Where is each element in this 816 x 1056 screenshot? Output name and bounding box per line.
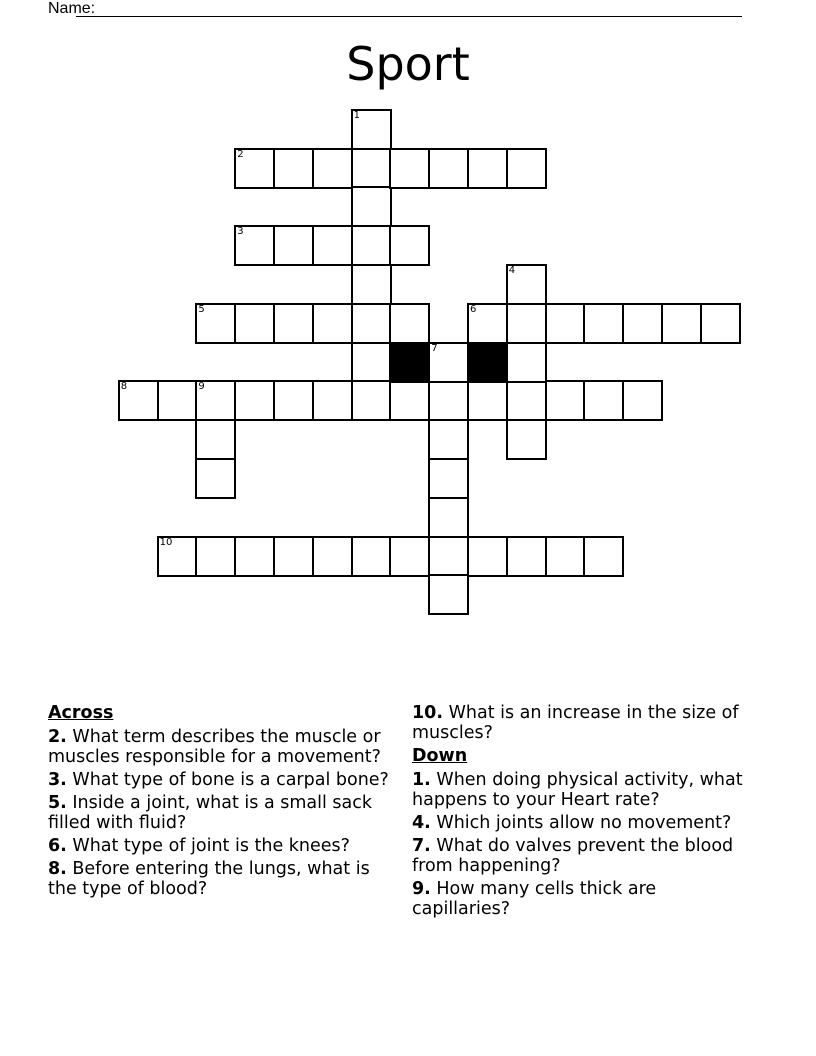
- clue-number-label: 9: [198, 381, 205, 393]
- grid-cell[interactable]: [467, 148, 508, 189]
- grid-cell[interactable]: [389, 380, 430, 421]
- grid-cell[interactable]: [506, 536, 547, 577]
- clue-item: [48, 836, 393, 856]
- grid-cell[interactable]: [506, 419, 547, 460]
- grid-cell[interactable]: [273, 536, 314, 577]
- grid-cell[interactable]: [583, 380, 624, 421]
- page-title: Sport: [346, 37, 470, 91]
- grid-cell[interactable]: [506, 303, 547, 344]
- grid-cell[interactable]: [351, 109, 392, 150]
- across-clue-list-continued: [412, 703, 757, 743]
- clue-item: [412, 879, 757, 919]
- grid-cell[interactable]: [234, 536, 275, 577]
- clue-number: 8.: [48, 859, 67, 879]
- clue-text: What term describes the muscle or muscles responsible for a movement?: [48, 727, 381, 767]
- clue-number-label: 6: [470, 303, 477, 315]
- grid-cell[interactable]: [351, 536, 392, 577]
- grid-cell[interactable]: [428, 419, 469, 460]
- grid-cell[interactable]: [506, 342, 547, 383]
- grid-cell[interactable]: [389, 303, 430, 344]
- grid-cell[interactable]: [428, 497, 469, 538]
- grid-cell[interactable]: [583, 303, 624, 344]
- clue-number: 4.: [412, 813, 431, 833]
- grid-cell[interactable]: [273, 225, 314, 266]
- down-clue-list: [412, 770, 757, 919]
- grid-cell[interactable]: [195, 536, 236, 577]
- clue-item: [48, 770, 393, 790]
- grid-cell[interactable]: [351, 380, 392, 421]
- clue-number: 6.: [48, 836, 67, 856]
- clue-number: 1.: [412, 770, 431, 790]
- across-clue-list: [48, 727, 393, 899]
- clue-number-label: 8: [120, 381, 128, 393]
- grid-cell[interactable]: [157, 380, 198, 421]
- grid-cell[interactable]: [351, 264, 392, 305]
- grid-cell[interactable]: [583, 536, 624, 577]
- grid-cell[interactable]: [428, 574, 469, 615]
- grid-cell[interactable]: [351, 342, 392, 383]
- grid-cell[interactable]: [195, 419, 236, 460]
- clue-number-label: 4: [508, 265, 516, 276]
- clue-number-label: 7: [431, 342, 438, 354]
- grid-cell[interactable]: [467, 380, 508, 421]
- grid-cell[interactable]: [312, 380, 353, 421]
- grid-cell[interactable]: [312, 148, 353, 189]
- clue-item: [48, 727, 393, 767]
- grid-cell[interactable]: [118, 380, 159, 421]
- clue-text: What type of bone is a carpal bone?: [66, 770, 389, 790]
- clue-item: [48, 793, 393, 833]
- grid-cell[interactable]: [545, 380, 586, 421]
- grid-cell[interactable]: [622, 380, 663, 421]
- clue-text: What is an increase in the size of muscles?: [412, 703, 739, 743]
- grid-cell[interactable]: [467, 303, 508, 344]
- clue-text: How many cells thick are capillaries?: [412, 879, 657, 919]
- clue-number-label: 5: [198, 303, 205, 315]
- clue-number: 3.: [48, 770, 67, 790]
- clue-number-label: 3: [237, 226, 244, 238]
- grid-cell[interactable]: [545, 536, 586, 577]
- clues-left-column: [48, 703, 393, 902]
- clues-right-column: [412, 703, 757, 922]
- grid-cell[interactable]: [506, 148, 547, 189]
- grid-cell[interactable]: [351, 186, 392, 227]
- grid-cell[interactable]: [389, 148, 430, 189]
- grid-cell[interactable]: [351, 148, 392, 189]
- name-label: Name:: [48, 0, 96, 17]
- clue-item: [412, 836, 757, 876]
- grid-cell[interactable]: [273, 303, 314, 344]
- grid-cell[interactable]: [622, 303, 663, 344]
- down-heading: Down: [412, 746, 468, 766]
- clue-item: [48, 859, 393, 899]
- grid-cell[interactable]: [389, 536, 430, 577]
- grid-cell[interactable]: [273, 380, 314, 421]
- grid-cell[interactable]: [351, 303, 392, 344]
- grid-cell[interactable]: [428, 458, 469, 499]
- grid-cell[interactable]: [389, 225, 430, 266]
- grid-cell[interactable]: [195, 458, 236, 499]
- grid-block-cell: [467, 342, 508, 383]
- grid-cell[interactable]: [312, 303, 353, 344]
- grid-cell[interactable]: [351, 225, 392, 266]
- clue-text: Inside a joint, what is a small sack filled with fluid?: [48, 793, 373, 833]
- grid-cell[interactable]: [506, 264, 547, 305]
- clue-number: 10.: [412, 703, 444, 723]
- grid-cell[interactable]: [312, 225, 353, 266]
- clue-number-label: 1: [353, 109, 360, 121]
- grid-cell[interactable]: [234, 303, 275, 344]
- grid-cell[interactable]: [195, 380, 236, 421]
- grid-cell[interactable]: [234, 225, 275, 266]
- clue-number: 7.: [412, 836, 431, 856]
- clue-text: Before entering the lungs, what is the type of blood?: [48, 859, 370, 899]
- clue-number-label: 10: [159, 536, 173, 548]
- grid-cell[interactable]: [428, 380, 469, 421]
- clue-text: Which joints allow no movement?: [430, 813, 732, 833]
- clue-number: 5.: [48, 793, 67, 813]
- grid-cell[interactable]: [273, 148, 314, 189]
- grid-cell[interactable]: [700, 303, 741, 344]
- across-heading: Across: [48, 703, 114, 723]
- clue-text: When doing physical activity, what happens to your Heart rate?: [412, 770, 743, 810]
- clue-number: 2.: [48, 727, 67, 747]
- grid-cell[interactable]: [428, 536, 469, 577]
- grid-cell[interactable]: [661, 303, 702, 344]
- clue-text: What do valves prevent the blood from happening?: [412, 836, 734, 876]
- clue-number-label: 2: [237, 148, 244, 160]
- grid-cell[interactable]: [467, 536, 508, 577]
- clue-text: What type of joint is the knees?: [66, 836, 350, 856]
- grid-block-cell: [389, 342, 430, 383]
- grid-cell[interactable]: [195, 303, 236, 344]
- grid-cell[interactable]: [428, 148, 469, 189]
- grid-cell[interactable]: [545, 303, 586, 344]
- grid-cell[interactable]: [312, 536, 353, 577]
- clue-item: [412, 770, 757, 810]
- grid-cell[interactable]: [234, 380, 275, 421]
- clue-item: [412, 703, 757, 743]
- grid-cell[interactable]: [234, 148, 275, 189]
- clue-number: 9.: [412, 879, 431, 899]
- grid-cell[interactable]: [428, 342, 469, 383]
- grid-cell[interactable]: [157, 536, 198, 577]
- clue-item: [412, 813, 757, 833]
